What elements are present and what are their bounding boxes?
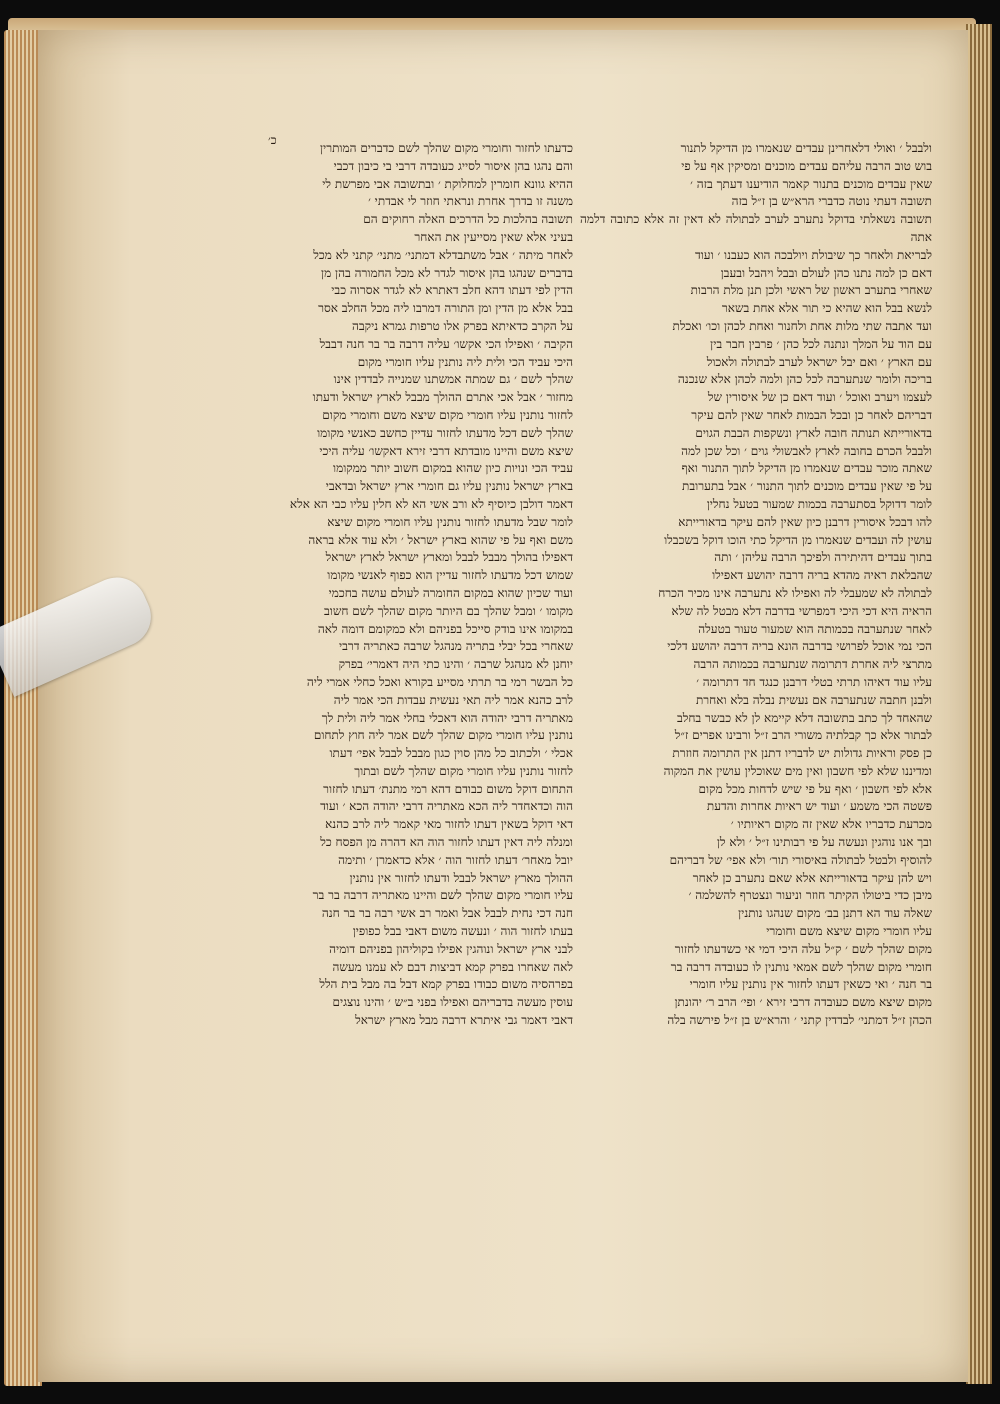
text-line: ההולך מארץ ישראל לבבל ודעתו לחזור אין נותנין bbox=[349, 870, 573, 885]
text-line: תשובה דעתי נוטה כדברי הרא״ש בן ז״ל בזה bbox=[731, 194, 932, 209]
text-line: שהאחד לך כתב בתשובה דלא קיימא לן לא כבשר בחלב bbox=[676, 710, 932, 725]
left-text-column bbox=[245, 140, 573, 1140]
right-text-column bbox=[580, 140, 932, 1140]
text-line: פשטה הכי משמע ׳ ועוד יש ראיות אחרות והדעת bbox=[706, 799, 932, 814]
text-line: דבריהם לאחר כן ובכל הבמות לאחר שאין להם עיקר bbox=[691, 407, 932, 422]
text-line: לומר דדוקל בסתערבה בכמות שמעור בטעל נחלין bbox=[706, 496, 932, 511]
text-line: מחזור ׳ אבל אכי אתרם ההולך מבבל לארץ ישראל ודעתו bbox=[312, 390, 573, 405]
text-line: לרב כהנא אמר ליה תאי נעשית עבדות הכי אמר ליה bbox=[333, 692, 573, 707]
text-line: לבתולה לא שמעבלי לה ואפילו לא נתערבה אינו מכיר הכרח bbox=[658, 585, 932, 600]
text-line: ולבבל ׳ ואולי דלאחרינן עבדים שנאמרו מן הדיקל לתנור bbox=[680, 141, 932, 155]
text-line: יובל מאחר׳ דעתו לחזור הוה ׳ אלא כדאמרן ׳ ותימה bbox=[338, 852, 573, 867]
text-line: ויש להן עיקר בדאורייתא אלא שאם נתערב כן לאחר bbox=[692, 870, 932, 885]
text-line: עליו עוד דאיהו תרתי בטלי דרבנן כנגד חד דתרומה ׳ bbox=[696, 674, 932, 689]
text-line: מתרצי ליה אחרת דתרומה שנתערבה בכמותה הרבה bbox=[693, 657, 932, 672]
text-line: בר חנה ׳ ואי כשאין דעתו לחזור אין נותנין עליו חומרי bbox=[689, 977, 932, 992]
page-number: כ׳ bbox=[268, 133, 277, 147]
text-line: שאלה עוד הא דתנן בב׳ מקום שנהגו נותנין bbox=[738, 906, 932, 921]
text-line: עושין לה ועבדים שנאמרו מן הדיקל כתי הוכו דוקל בשכבלו bbox=[664, 532, 932, 547]
text-line: לבני ארץ ישראל ונוהגין אפילו בקוליהון בפניהם דומיה bbox=[329, 941, 573, 956]
text-line: בעיני אלא שאין מסייעין את האחר bbox=[414, 229, 573, 244]
text-line: לנשא בבל הוא שהיא כי תור אלא אחת בשאר bbox=[721, 301, 932, 316]
text-line: עליו חומרי מקום שיצא משם וחומרי bbox=[766, 924, 932, 939]
text-line: ולבבל הכרם בחובה לארץ לאבשולי גוים ׳ וכל שכן למה bbox=[681, 443, 932, 458]
text-line: הכהן ז״ל דמתני׳ לבדדין קתני ׳ והרא״ש בן ז״ל פירשה בלה bbox=[667, 1013, 932, 1028]
text-line: במקומו אינו בודק סייכל בפניהם ולא כמקומם דומה לאה bbox=[317, 621, 573, 636]
text-line: להוסיף ולבטל לבתולה באיסורי תור׳ ולא אפי׳ של דבריהם bbox=[669, 852, 932, 867]
text-line: והם נהגו בהן איסור לסייג כעובדה דרבי בי כיבון דכבי bbox=[333, 158, 573, 173]
text-line: ועד אתבה שתי מלות אחת ולחנור ואחת לכהן וכו׳ ואכלת bbox=[672, 318, 932, 333]
text-line: מקומו ׳ ומבל שהלך בם היותר מקום שהלך לשם חשוב bbox=[323, 603, 573, 618]
text-line: שאתה מוכר עבדים שנאמרו מן הדיקל לתוך התנור ואף bbox=[681, 461, 932, 476]
text-line: לאחר מיתה ׳ אבל משתבדלא דמתני׳ מתני׳ קתני לא מכל bbox=[313, 247, 573, 262]
text-line: בבל אלא מן הדין ומן התורה דמרבו ליה מכל החלב אסר bbox=[318, 301, 573, 316]
text-line: להו דבכל איסורין דרבנן כיון שאין להם עיקר בדאורייתא bbox=[678, 514, 932, 529]
text-line: חנה דכי נחית לבבל אבל ואמר רב אשי רבה בר בר חנה bbox=[321, 906, 573, 921]
text-line: לאה שאחרו בפרק קמא דביצות דבם לא עמנו מעשה bbox=[332, 959, 573, 974]
text-line: על הקרב כדאיתא בפרק אלו טרפות גמרא ניקבה bbox=[351, 318, 573, 333]
text-line: היכי עביד הכי ולית ליה נותנין עליו חומרי מקום bbox=[357, 354, 573, 369]
text-line: ובך אנו נוהגין ונעשה על פי רבותינו ז״ל ׳ ולא לן bbox=[716, 835, 932, 850]
text-line: מכרעת כדבריו אלא שאין זה מקום ראיותיו ׳ bbox=[730, 817, 932, 832]
text-line: ועוד שכיון שהוא במקום החומרה לעולם עושה בחכמי bbox=[328, 585, 573, 600]
text-line: שאין עבדים מוכנים בתנור קאמר הודיענו דעתך בזה ׳ bbox=[690, 176, 932, 191]
text-line: אלא לפי חשבון ׳ ואף על פי שיש לדחות מכל מקום bbox=[698, 781, 932, 796]
text-line: ולבנן חתבה שנתערבה אם נעשית נבלה בלא ואחרת bbox=[695, 692, 932, 707]
text-line: עליו חומרי מקום שהלך לשם והיינו מאתריה דרבה בר בר bbox=[312, 888, 573, 903]
text-line: יוחנן לא מנהגל שרבה ׳ והינו כתי היה דאמרי׳ בפרק bbox=[338, 657, 573, 672]
text-line: בריכה ולומר שנתערבה לכל כהן ולמה לכהן אלא שנכנה bbox=[677, 372, 932, 387]
text-line: משם ואף על פי שהוא בארץ ישראל ׳ ולא עוד אלא בראה bbox=[308, 532, 573, 547]
text-line: נותנין עליו חומרי מקום שהלך לשם אמר ליה חוץ לתחום bbox=[313, 728, 573, 743]
text-line: תשובה נשאלתי בדוקל נתערב לערב לבתולה לא דאין זה אלא כתובה דלמה אתה bbox=[580, 212, 932, 244]
text-line: הדין לפי דעתו דהא חלב דאתרא לא לגדר אסרוה כבי bbox=[331, 283, 573, 298]
text-line: כן פסק וראיות גדולות יש לדבריו דתנן אין התרומה חוזרת bbox=[672, 746, 932, 761]
text-line: לעצמו ויערב ואוכל ׳ ועוד דאם כן של איסורין של bbox=[707, 390, 932, 405]
text-line: בעתו לחזור הוה ׳ ונעשה משום דאבי בבל כפופין bbox=[352, 924, 573, 939]
text-line: הכי נמי אוכל לפרושי בדרבה הונא בריה דרבה יהושע דלכי bbox=[667, 639, 932, 654]
text-line: משנה זו בדרך אחרת ונראתי חוזר לי אבדתי ׳ bbox=[368, 194, 573, 209]
text-line: ומנלה ליה דאין דעתו לחזור הוה הא דהרה מן הפסח כל bbox=[320, 835, 573, 850]
text-line: שהלך לשם ׳ גם שמתה אמשתנו שמנייה לבדדין אינו bbox=[333, 372, 573, 387]
text-line: לחזור נותנין עליו חומרי מקום שיצא משם וחומרי מקום bbox=[322, 407, 573, 422]
text-line: עם הוד על המלך ונתנה לכל כהן ׳ פרבין חבר בין bbox=[710, 336, 932, 351]
text-line: מקום שהלך לשם ׳ ק״ל עלה היכי דמי אי כשדעתו לחזור bbox=[674, 941, 932, 956]
text-line: דאם כן למה נתנו כהן לעולם ובבל ויהבל ובעבן bbox=[720, 265, 932, 280]
text-line: בארץ ישראל נותנין עליו גם חומרי ארץ ישראל ובדאבי bbox=[325, 479, 573, 494]
text-line: שאחרי בכל יבלי בתריה מנהגל שרבה כאתריה דרבי bbox=[338, 639, 573, 654]
text-line: דאמר דולבן כיוסיף לא ורב אשי הא לא חלין עליו כבי הא אלא bbox=[289, 496, 573, 511]
text-line: שאחרי בתערב ראשון של ראשי ולכן תנן מלת הרבות bbox=[690, 283, 932, 298]
text-line: לבתור אלא כך קבלתיה משורי הרב ז״ל ורבינו אפרים ז״ל bbox=[674, 728, 932, 743]
text-line: דאבי דאמר גבי איתרא דרבה מבל מארץ ישראל bbox=[355, 1013, 573, 1028]
right-page-stack bbox=[966, 24, 992, 1384]
text-line: הראיה היא דכי היכי דמפרשי בדרבה דלא מבטל לה שלא bbox=[671, 603, 932, 618]
text-line: לחזור נותנין עליו חומרי מקום שהלך לשם ובתוך bbox=[354, 763, 573, 778]
text-line: לומר שבל מדעתו לחזור נותנין עליו חומרי מקום שיצא bbox=[327, 514, 573, 529]
text-line: שיצא משם והיינו מובדתא דרבי זירא דאקשו׳ עליה היכי bbox=[319, 443, 573, 458]
text-line: שהבלאת ראיה מהדא בריה דרבה יהושע דאפילו bbox=[712, 568, 932, 583]
text-line: הקיבה ׳ ואפילו הכי אקשו׳ עליה דרבה בר בר חנה דבבל bbox=[319, 336, 573, 351]
text-line: בדברים שנהגו בהן איסור לגדר לא מכל החמורה בהן מן bbox=[321, 265, 573, 280]
text-line: עוסין מעשה בדבריהם ואפילו בפני ב״ש ׳ והינו נוצגים bbox=[332, 995, 573, 1010]
text-line: תשובה בהלכות כל הדרכים האלה רחוקים הם bbox=[363, 212, 573, 227]
text-line: דאפילו בהולך מבבל לבבל ומארץ ישראל לארץ ישראל bbox=[325, 550, 573, 565]
text-line: ההיא גוונא חומרין למחלוקת ׳ ובתשובה אבי מפרשת לי bbox=[322, 176, 573, 191]
text-line: כדעתו לחזור וחומרי מקום שהלך לשם כדברים המותרין bbox=[320, 141, 573, 155]
text-line: עם הארץ ׳ ואם יבל ישראל לערב לבתולה ולאכול bbox=[706, 354, 932, 369]
text-line: לאחר שנתערבה בכמותה הוא שמעור טעור בטעלה bbox=[698, 621, 932, 636]
text-line: בוש טוב הרבה עליהם עבדים מוכנים ומסיקין אף על פי bbox=[681, 158, 932, 173]
text-line: בדאורייתא תנותה חובה לארץ ונשקפות הבבת הגוים bbox=[695, 425, 932, 440]
text-line: שמוש דכל מדעתו לחזור עדיין הוא כפוף לאנשי מקומו bbox=[327, 568, 573, 583]
text-line: בתוך עבדים דהיתירה ולפיכך הרבה עליהן ׳ ותה bbox=[714, 550, 932, 565]
text-line: חומרי מקום שהלך לשם אמאי נותנין לו כעובדה דרבה בר bbox=[670, 959, 932, 974]
text-line: כל הבשר רמי בר תרתי מסייע בקורא ואכל כחלי אמרי ליה bbox=[306, 674, 573, 689]
left-page-stack bbox=[4, 30, 42, 1386]
text-line: בפרהסיה משום כבודו בפרק קמא דבל בה מבל בית הלל bbox=[319, 977, 573, 992]
text-line: אכלי ׳ ולכתוב כל מהן סוין כגון מבבל לבבל אפי׳ דעתו bbox=[329, 746, 573, 761]
text-line: ומדיננו שלא לפי חשבון ואין מים שאוכלין עושין את המקוה bbox=[663, 763, 932, 778]
text-line: לבריאת ולאחר כך שיבולת ויולבכה הוא כעבנו ׳ ועוד bbox=[694, 247, 932, 262]
text-line: עביד הכי ונויות כיון שהוא במקום חשוב יותר ממקומו bbox=[333, 461, 573, 476]
text-line: מיבן כדי ביטולו הקיתר חוזר וניעור ונצטרף להשלמה ׳ bbox=[688, 888, 932, 903]
text-line: הוה וכדאחדר ליה הכא מאתריה דרבי יהודה הכא ׳ ועוד bbox=[320, 799, 573, 814]
text-line: על פי שאין עבדים מוכנים לתוך התנור ׳ אבל בתערובת bbox=[682, 479, 932, 494]
text-line: דאי דוקל בשאין דעתו לחזור מאי קאמר ליה לרב כהנא bbox=[325, 817, 573, 832]
text-line: שהלך לשם דכל מדעתו לחזור עדיין כחשב כאנשי מקומו bbox=[317, 425, 573, 440]
text-line: התחום דוקל משום כבודם דהא רמי מתנת׳ דעתו לחזור bbox=[323, 781, 573, 796]
text-line: מקום שיצא משם כעובדה דרבי זירא ׳ ופי׳ הרב ר׳ יהונתן bbox=[674, 995, 932, 1010]
text-line: מאתריה דרבי יהודה הוא דאכלי בחלי אמר ליה ולית לך bbox=[321, 710, 573, 725]
